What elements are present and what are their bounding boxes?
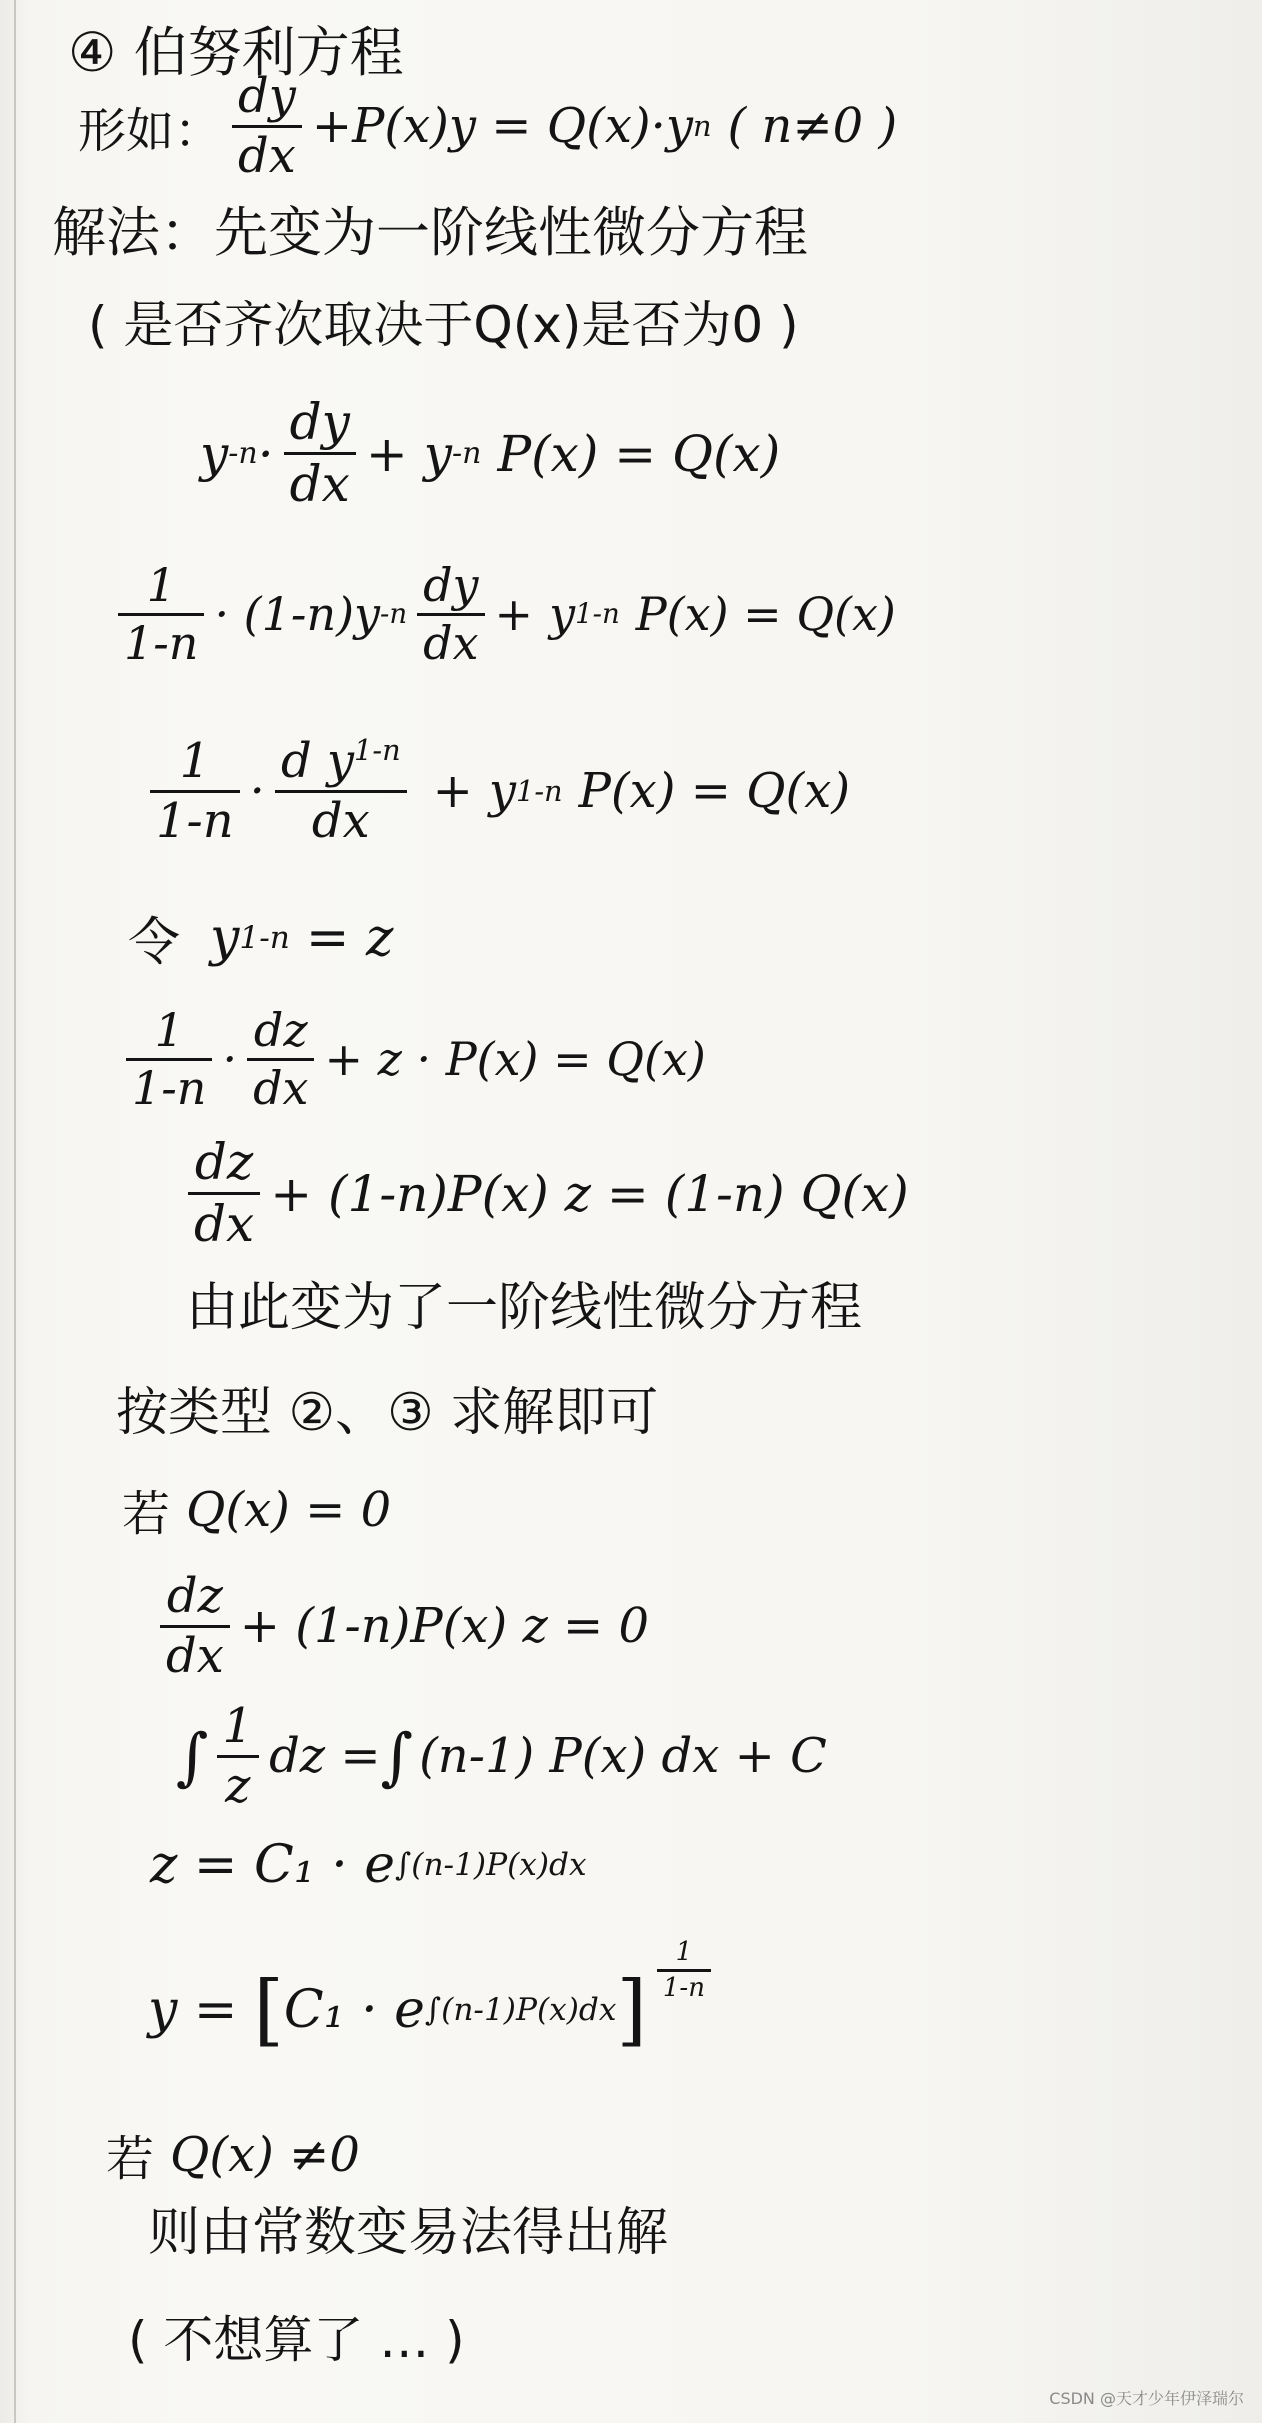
bernoulli-form-equation: 形如： $\frac{dy}{dx}$ +P(x)y = Q(x)·y n ( n≠0 ) — [78, 68, 898, 184]
eq-term: P(x) = Q(x) — [635, 587, 896, 642]
watermark-text: CSDN @天才少年伊泽瑞尔 — [1049, 2389, 1244, 2408]
dy-dx-fraction — [417, 560, 484, 668]
solve-by-type-text: 按类型 ②、③ 求解即可 — [116, 1383, 659, 1443]
dz-dx-fraction — [160, 1570, 230, 1683]
one-over-1-minus-n-fraction — [126, 1005, 212, 1113]
eq-term: dz = — [269, 1728, 381, 1785]
eq-term: + (1-n)P(x) z = 0 — [239, 1598, 650, 1655]
one-over-z-fraction — [217, 1700, 260, 1813]
equation-6 — [178, 1135, 909, 1252]
eq-operator: + — [432, 763, 473, 820]
dy-dx-fraction — [284, 395, 356, 512]
equation-5 — [116, 1005, 706, 1113]
eq-term: C₁ · e — [283, 1980, 425, 2040]
notebook-margin-line — [14, 0, 16, 2423]
equation-9 — [150, 1570, 649, 1683]
numerator-text: d y — [280, 733, 355, 789]
eq-operator: · — [222, 1032, 238, 1087]
method-note — [88, 285, 799, 357]
variation-note-text: 则由常数变易法得出解 — [148, 2203, 669, 2263]
form-condition: ( n≠0 ) — [727, 98, 898, 155]
fraction-numerator: dy — [289, 393, 350, 451]
case-q-nonzero — [106, 2120, 360, 2189]
fraction-denominator: dx — [423, 615, 479, 670]
fraction-numerator: 1 — [154, 1003, 184, 1057]
fraction-denominator: 1-n — [124, 615, 199, 670]
dz-dx-fraction — [188, 1135, 260, 1252]
fraction-numerator: dy — [238, 68, 296, 124]
fraction-denominator: 1-n — [132, 1060, 207, 1115]
integral-sign: ∫ — [176, 1719, 209, 1793]
equation-4-substitution: 令 y 1-n = z — [128, 900, 393, 975]
equation-2: $\frac{1}{1-n}$ · (1-n)y -n $\frac{dy}{dx}$ + y 1-n P(x) = Q(x) — [108, 560, 896, 668]
one-over-1-minus-n-fraction — [150, 735, 240, 848]
fraction-denominator: 1-n — [156, 792, 234, 849]
fraction-numerator: dy — [423, 558, 479, 612]
conversion-note-text: 由此变为了一阶线性微分方程 — [186, 1278, 863, 1338]
eq-term: · (1-n)y — [214, 587, 380, 642]
if-label: 若 — [106, 2131, 155, 2187]
one-over-1-minus-n-fraction — [118, 560, 204, 668]
form-middle-terms: +P(x)y = Q(x)·y — [311, 98, 693, 155]
left-bracket: [ — [253, 1965, 284, 2055]
eq-term: + z · P(x) = Q(x) — [324, 1032, 706, 1087]
eq-term: y — [549, 587, 576, 642]
fraction-denominator: dx — [311, 792, 370, 849]
fraction-numerator: 1 — [179, 733, 211, 789]
form-label: 形如： — [78, 102, 223, 159]
eq-term: + (1-n)P(x) z = (1-n) Q(x) — [270, 1164, 909, 1223]
solve-by-type-note — [116, 1370, 658, 1445]
fraction-numerator: 1 — [675, 1936, 693, 1967]
fraction-numerator: dz — [253, 1003, 308, 1057]
closing-remark — [128, 2300, 465, 2372]
case-condition: Q(x) = 0 — [186, 1481, 392, 1538]
d-y-power-over-dx-fraction — [275, 735, 407, 848]
eq-operator: + — [365, 424, 408, 483]
variation-of-constants-note — [148, 2190, 668, 2265]
fraction-denominator: dx — [289, 455, 350, 513]
eq-exponent: 1-n — [354, 733, 401, 767]
eq-term: y — [423, 424, 453, 483]
eq-term: y — [210, 907, 240, 968]
fraction-denominator: dx — [166, 1627, 224, 1684]
fraction-numerator — [275, 735, 407, 788]
equation-11-z-solution: z = C₁ · e ∫(n-1)P(x)dx — [150, 1835, 587, 1895]
dy-dx-fraction — [232, 70, 302, 183]
method-line — [52, 190, 808, 267]
fraction-denominator: dx — [253, 1060, 309, 1115]
fraction-numerator: dz — [166, 1568, 223, 1624]
dz-dx-fraction — [247, 1005, 314, 1113]
eq-term: y — [200, 424, 229, 483]
fraction-denominator: z — [225, 1757, 251, 1814]
eq-term: y — [488, 763, 516, 820]
fraction-bar — [657, 1969, 711, 1972]
page-title-text: ④ 伯努利方程 — [68, 21, 404, 84]
let-label: 令 — [128, 913, 181, 973]
case-condition: Q(x) ≠0 — [170, 2126, 360, 2183]
equation-10-integral — [176, 1700, 827, 1813]
fraction-numerator: 1 — [222, 1698, 254, 1754]
eq-operator: + — [494, 587, 534, 642]
eq-term: z = C₁ · e — [150, 1835, 396, 1895]
eq-operator: · — [257, 424, 274, 483]
fraction-denominator: dx — [238, 127, 296, 184]
equation-3: $\frac{1}{1-n}$ · $\frac{d y^{1-n}}{dx}$ + y 1-n P(x) = Q(x) — [140, 735, 850, 848]
fraction-numerator: 1 — [146, 558, 176, 612]
method-text: 先变为一阶线性微分方程 — [214, 201, 808, 264]
eq-term: y = — [148, 1980, 238, 2040]
integral-sign: ∫ — [380, 1719, 414, 1793]
equation-12-y-solution: y = [ C₁ · e ∫(n-1)P(x)dx ] $\frac{1}{1-n}$ — [148, 1965, 721, 2055]
method-label: 解法： — [52, 201, 214, 264]
equation-1: y -n · $\frac{dy}{dx}$ + y -n P(x) = Q(x) — [200, 393, 781, 513]
outer-exponent-fraction — [657, 1938, 711, 2002]
case-q-zero — [122, 1475, 391, 1544]
eq-term: (n-1) P(x) dx + C — [419, 1728, 827, 1785]
if-label: 若 — [122, 1486, 171, 1542]
method-note-text: ( 是否齐次取决于Q(x)是否为0 ) — [88, 296, 799, 354]
fraction-numerator: dz — [194, 1133, 254, 1191]
csdn-watermark — [1049, 2386, 1244, 2409]
eq-term: = z — [305, 907, 394, 968]
eq-term: P(x) = Q(x) — [578, 763, 851, 820]
closing-remark-text: ( 不想算了 … ) — [128, 2311, 465, 2369]
fraction-denominator: dx — [194, 1195, 255, 1253]
right-bracket: ] — [616, 1965, 647, 2055]
conversion-note — [186, 1265, 862, 1340]
eq-term: P(x) = Q(x) — [497, 424, 781, 483]
eq-operator: · — [249, 763, 265, 820]
fraction-denominator: 1-n — [662, 1972, 705, 2003]
